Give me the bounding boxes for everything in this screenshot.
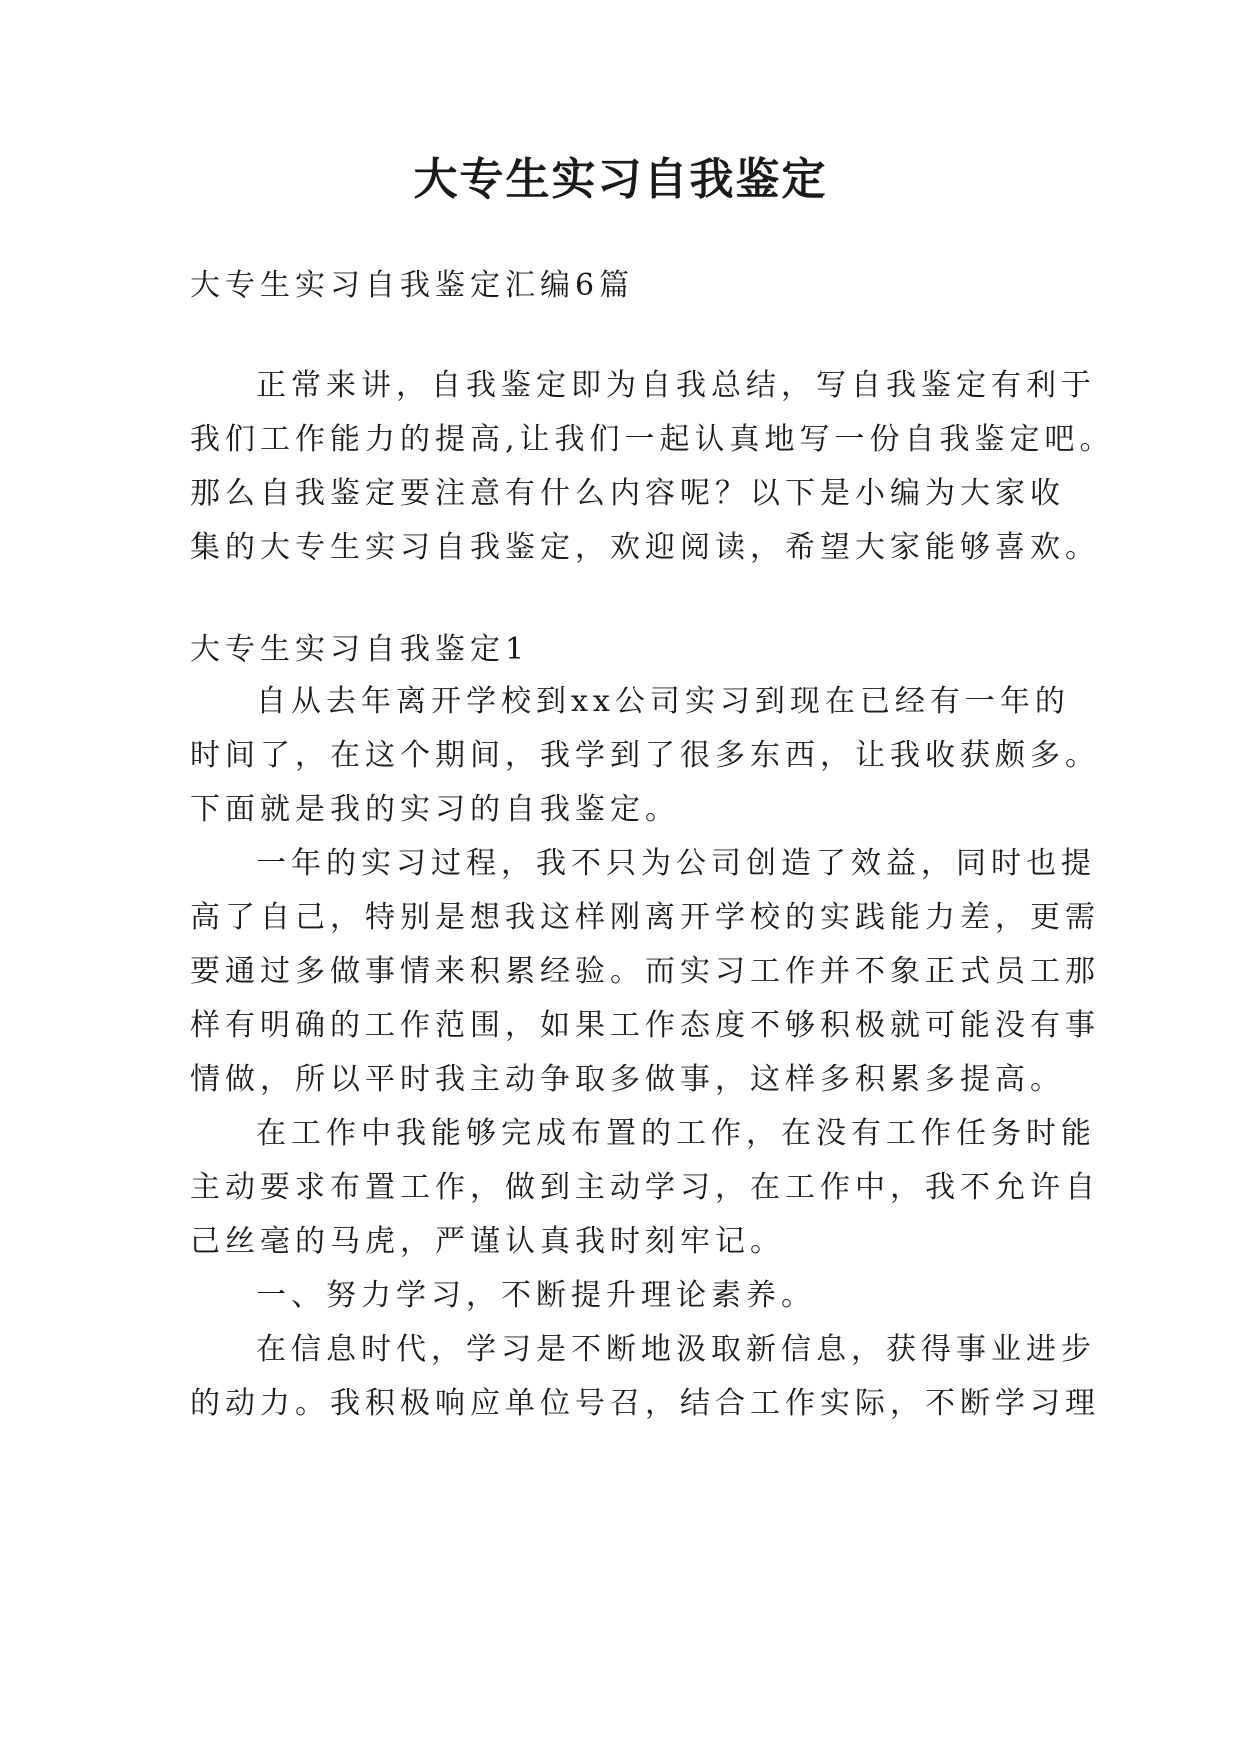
- intro-line: 我们工作能力的提高,让我们一起认真地写一份自我鉴定吧。: [190, 422, 1115, 457]
- document-title: 大专生实习自我鉴定: [413, 154, 828, 205]
- body-line: 主动要求布置工作，做到主动学习，在工作中，我不允许自: [190, 1170, 1100, 1205]
- intro-line: 正常来讲，自我鉴定即为自我总结，写自我鉴定有利于: [256, 368, 1096, 403]
- document-subtitle: 大专生实习自我鉴定汇编6篇: [190, 268, 635, 303]
- body-line: 样有明确的工作范围，如果工作态度不够积极就可能没有事: [190, 1008, 1100, 1043]
- body-line: 时间了，在这个期间，我学到了很多东西，让我收获颇多。: [190, 738, 1100, 773]
- body-line: 在信息时代，学习是不断地汲取新信息，获得事业进步: [256, 1332, 1096, 1367]
- body-line: 下面就是我的实习的自我鉴定。: [190, 792, 680, 827]
- section-heading: 大专生实习自我鉴定1: [190, 632, 530, 667]
- body-line: 高了自己，特别是想我这样刚离开学校的实践能力差，更需: [190, 900, 1100, 935]
- intro-line: 那么自我鉴定要注意有什么内容呢？以下是小编为大家收: [190, 476, 1065, 511]
- body-line: 情做，所以平时我主动争取多做事，这样多积累多提高。: [190, 1062, 1065, 1097]
- body-line: 的动力。我积极响应单位号召，结合工作实际，不断学习理: [190, 1386, 1100, 1421]
- body-line: 己丝毫的马虎，严谨认真我时刻牢记。: [190, 1224, 785, 1259]
- intro-line: 集的大专生实习自我鉴定，欢迎阅读，希望大家能够喜欢。: [190, 530, 1100, 565]
- body-line: 要通过多做事情来积累经验。而实习工作并不象正式员工那: [190, 954, 1100, 989]
- body-line: 自从去年离开学校到xx公司实习到现在已经有一年的: [256, 684, 1070, 719]
- body-line: 一年的实习过程，我不只为公司创造了效益，同时也提: [256, 846, 1096, 881]
- body-line: 在工作中我能够完成布置的工作，在没有工作任务时能: [256, 1116, 1096, 1151]
- body-line: 一、努力学习，不断提升理论素养。: [256, 1278, 816, 1313]
